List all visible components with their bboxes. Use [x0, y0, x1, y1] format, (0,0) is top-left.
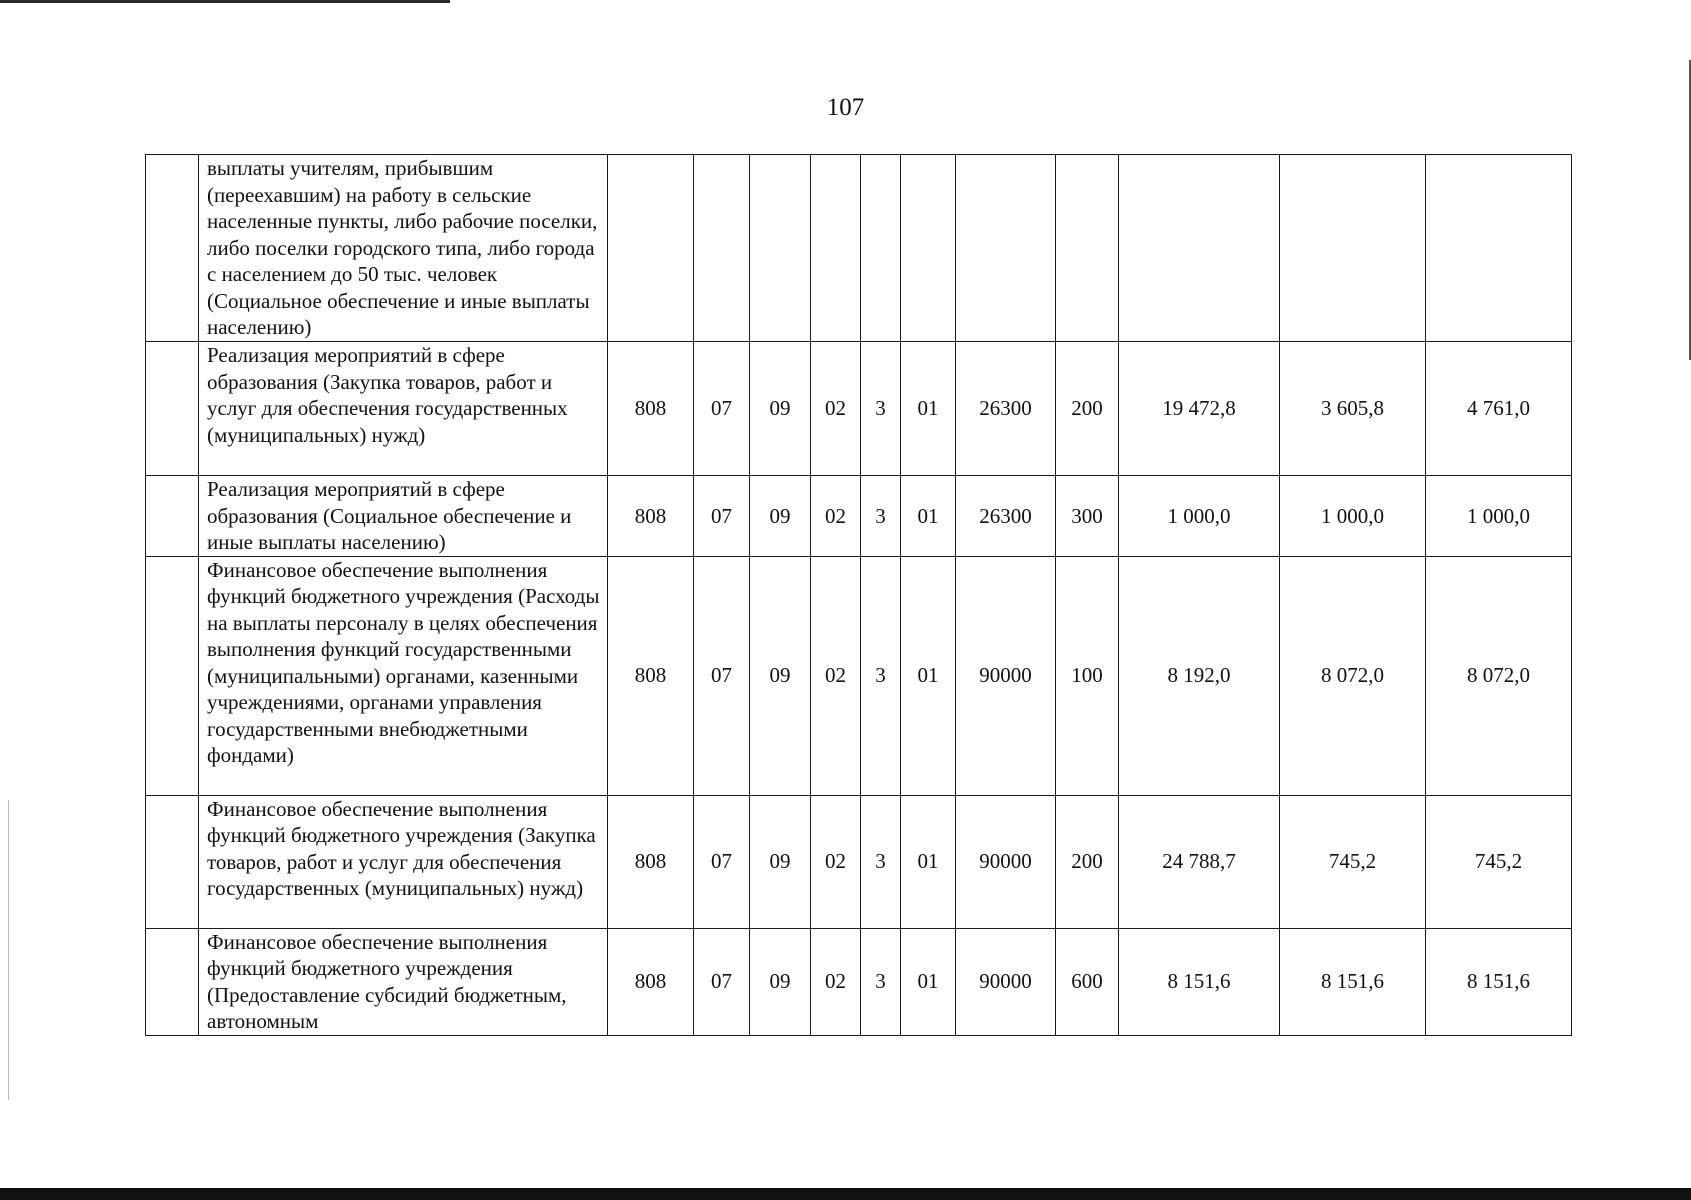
amount-year1-cell: 24 788,7: [1119, 795, 1280, 928]
direction-code-cell: 90000: [956, 556, 1056, 795]
subprogram-code-cell: 3: [861, 928, 901, 1035]
direction-code-cell: 26300: [956, 342, 1056, 476]
direction-code-cell: 90000: [956, 795, 1056, 928]
subsection-code-cell: 09: [750, 928, 811, 1035]
description-cell: Финансовое обеспечение выполнения функций бюджетного учреждения (Предоставление субсидий бюджетным, автономным: [199, 928, 608, 1035]
main-event-code-cell: 01: [901, 342, 956, 476]
expense-type-cell: 600: [1056, 928, 1119, 1035]
row-number-cell: [146, 476, 199, 557]
amount-year2-cell: [1280, 155, 1426, 342]
section-code-cell: [694, 155, 750, 342]
amount-year3-cell: 745,2: [1426, 795, 1572, 928]
description-cell: выплаты учителям, прибывшим (переехавшим) на работу в сельские населенные пункты, либо рабочие поселки, либо поселки городского типа, либо города с населением до 50 тыс. человек (Социальное обеспечение и иные выплаты населению): [199, 155, 608, 342]
program-code-cell: 02: [811, 928, 861, 1035]
main-event-code-cell: 01: [901, 476, 956, 557]
budget-table: [145, 154, 1572, 1036]
subprogram-code-cell: 3: [861, 556, 901, 795]
program-code-cell: [811, 155, 861, 342]
subsection-code-cell: [750, 155, 811, 342]
section-code-cell: 07: [694, 476, 750, 557]
subsection-code-cell: 09: [750, 556, 811, 795]
subprogram-code-cell: [861, 155, 901, 342]
direction-code-cell: 26300: [956, 476, 1056, 557]
page-number: 107: [826, 94, 865, 121]
subprogram-code-cell: 3: [861, 795, 901, 928]
amount-year2-cell: 8 072,0: [1280, 556, 1426, 795]
ministry-code-cell: 808: [608, 556, 694, 795]
main-event-code-cell: [901, 155, 956, 342]
main-event-code-cell: 01: [901, 928, 956, 1035]
program-code-cell: 02: [811, 342, 861, 476]
subsection-code-cell: 09: [750, 476, 811, 557]
amount-year1-cell: 8 151,6: [1119, 928, 1280, 1035]
expense-type-cell: 200: [1056, 795, 1119, 928]
row-number-cell: [146, 342, 199, 476]
direction-code-cell: 90000: [956, 928, 1056, 1035]
amount-year1-cell: 19 472,8: [1119, 342, 1280, 476]
main-event-code-cell: 01: [901, 795, 956, 928]
direction-code-cell: [956, 155, 1056, 342]
table-row: [146, 155, 1572, 342]
row-number-cell: [146, 155, 199, 342]
amount-year2-cell: 3 605,8: [1280, 342, 1426, 476]
description-cell: Финансовое обеспечение выполнения функций бюджетного учреждения (Расходы на выплаты персоналу в целях обеспечения выполнения функций государственными (муниципальными) органами, казенными учреждениями, органами управления государственными внебюджетными фондами): [199, 556, 608, 795]
ministry-code-cell: 808: [608, 928, 694, 1035]
description-cell: Финансовое обеспечение выполнения функций бюджетного учреждения (Закупка товаров, работ и услуг для обеспечения государственных (муниципальных) нужд): [199, 795, 608, 928]
subprogram-code-cell: 3: [861, 342, 901, 476]
expense-type-cell: 200: [1056, 342, 1119, 476]
amount-year1-cell: [1119, 155, 1280, 342]
section-code-cell: 07: [694, 342, 750, 476]
amount-year3-cell: 8 151,6: [1426, 928, 1572, 1035]
ministry-code-cell: [608, 155, 694, 342]
main-event-code-cell: 01: [901, 556, 956, 795]
amount-year2-cell: 8 151,6: [1280, 928, 1426, 1035]
section-code-cell: 07: [694, 556, 750, 795]
description-cell: Реализация мероприятий в сфере образования (Закупка товаров, работ и услуг для обеспечения государственных (муниципальных) нужд): [199, 342, 608, 476]
expense-type-cell: 300: [1056, 476, 1119, 557]
scan-edge-bottom: [0, 1188, 1691, 1200]
table-row: [146, 795, 1572, 928]
amount-year3-cell: 4 761,0: [1426, 342, 1572, 476]
amount-year1-cell: 8 192,0: [1119, 556, 1280, 795]
subprogram-code-cell: 3: [861, 476, 901, 557]
table-row: [146, 476, 1572, 557]
scan-edge-top: [0, 0, 450, 3]
subsection-code-cell: 09: [750, 795, 811, 928]
expense-type-cell: 100: [1056, 556, 1119, 795]
description-cell: Реализация мероприятий в сфере образования (Социальное обеспечение и иные выплаты населению): [199, 476, 608, 557]
row-number-cell: [146, 795, 199, 928]
ministry-code-cell: 808: [608, 342, 694, 476]
table-row: [146, 342, 1572, 476]
amount-year1-cell: 1 000,0: [1119, 476, 1280, 557]
amount-year2-cell: 1 000,0: [1280, 476, 1426, 557]
amount-year3-cell: 1 000,0: [1426, 476, 1572, 557]
row-number-cell: [146, 556, 199, 795]
scan-edge-left: [8, 800, 9, 1100]
program-code-cell: 02: [811, 476, 861, 557]
ministry-code-cell: 808: [608, 795, 694, 928]
expense-type-cell: [1056, 155, 1119, 342]
amount-year3-cell: [1426, 155, 1572, 342]
table-row: [146, 928, 1572, 1035]
program-code-cell: 02: [811, 556, 861, 795]
row-number-cell: [146, 928, 199, 1035]
program-code-cell: 02: [811, 795, 861, 928]
amount-year3-cell: 8 072,0: [1426, 556, 1572, 795]
section-code-cell: 07: [694, 928, 750, 1035]
amount-year2-cell: 745,2: [1280, 795, 1426, 928]
ministry-code-cell: 808: [608, 476, 694, 557]
section-code-cell: 07: [694, 795, 750, 928]
subsection-code-cell: 09: [750, 342, 811, 476]
table-row: [146, 556, 1572, 795]
